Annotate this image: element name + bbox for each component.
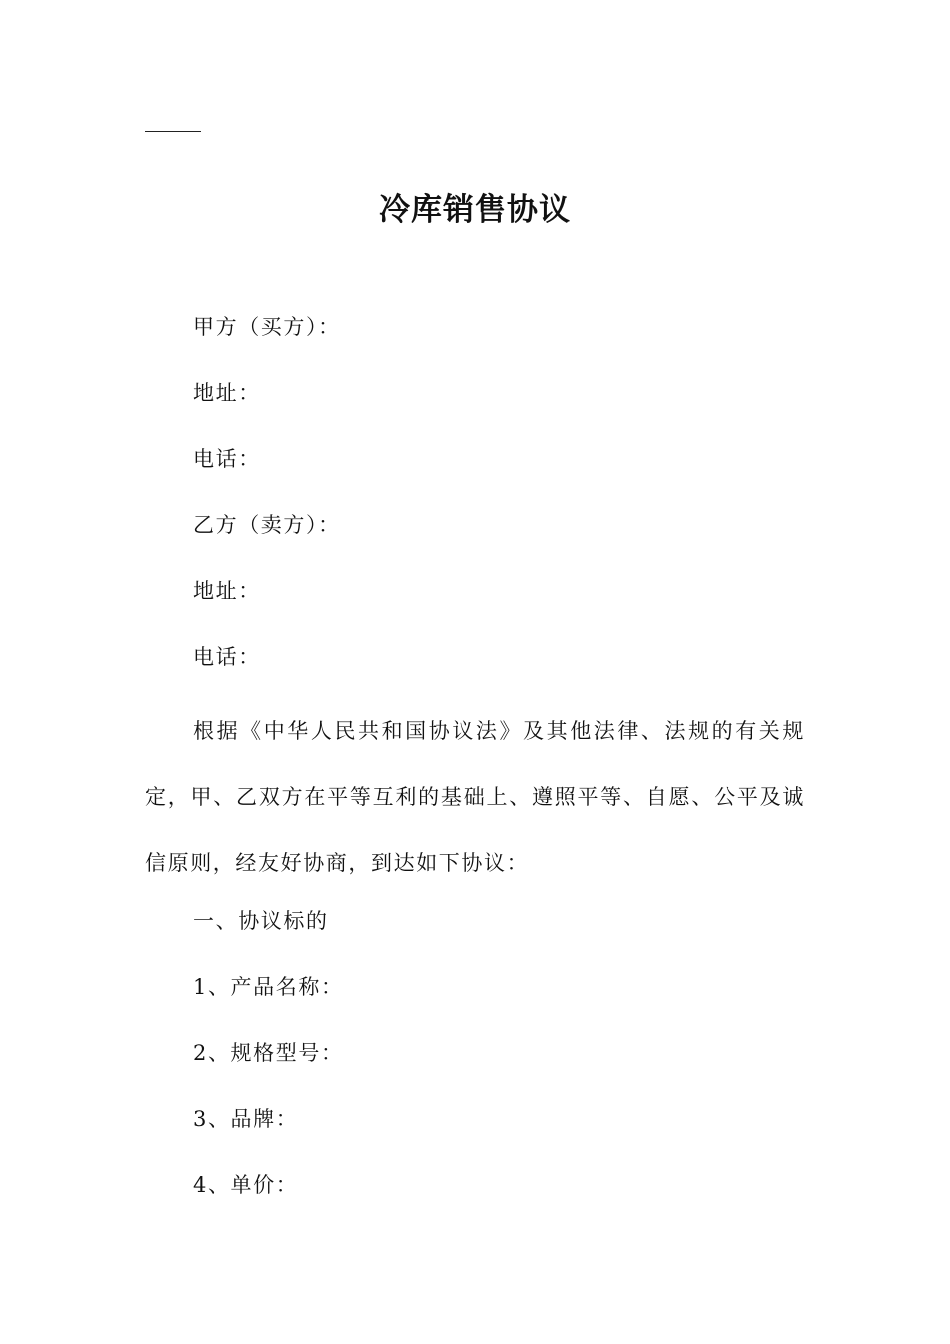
party-b-address: 地址： [193,579,261,603]
item-product-name: 1、产品名称： [193,975,344,999]
section-1-heading: 一、协议标的 [193,909,329,933]
header-rule [145,131,201,132]
preamble-paragraph: 根据《中华人民共和国协议法》及其他法律、法规的有关规定，甲、乙双方在平等互利的基础上、遵照平等、自愿、公平及诚信原则，经友好协商，到达如下协议： [145,719,805,875]
item-model: 2、规格型号： [193,1041,344,1065]
party-b-label: 乙方（卖方）： [193,513,341,537]
document-title: 冷库销售协议 [379,192,571,228]
party-b-phone: 电话： [193,645,261,669]
party-a-label: 甲方（买方）： [193,315,341,339]
document-body [145,302,805,1226]
item-unit-price: 4、单价： [193,1173,299,1197]
item-brand: 3、品牌： [193,1107,299,1131]
party-a-address: 地址： [193,381,261,405]
party-a-phone: 电话： [193,447,261,471]
